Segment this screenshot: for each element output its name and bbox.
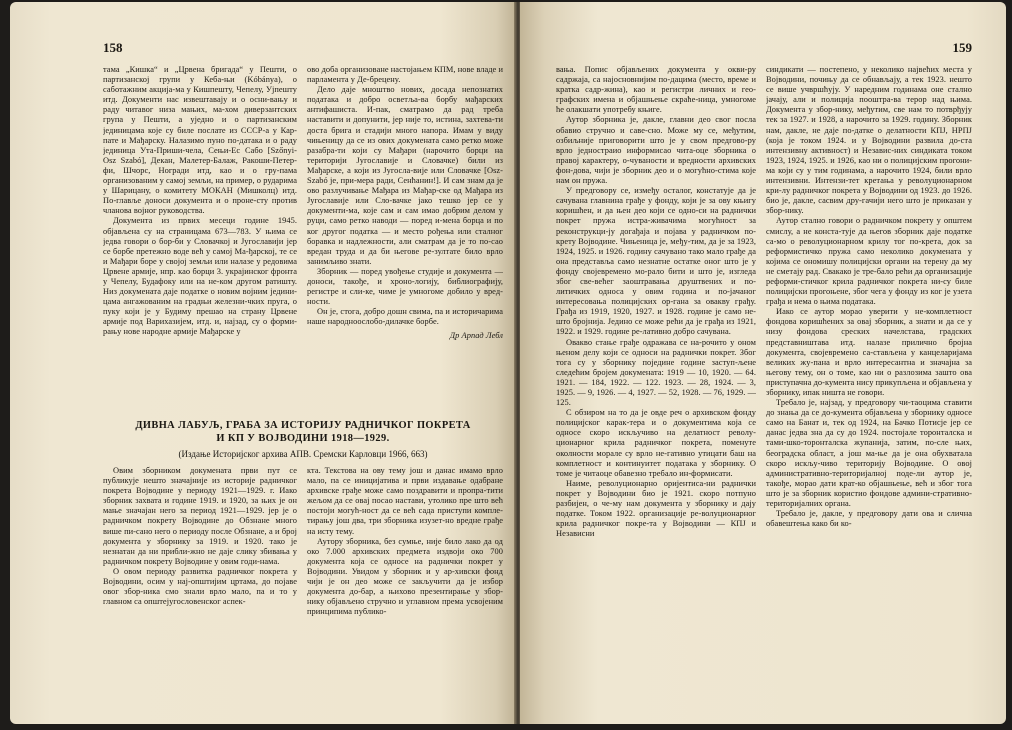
paragraph: Требало је, најзад, у предговору чи-таоцима ставити до знања да се до-кумента објављена у зборнику односе само на Банат и, тек од 1924, на Бачко Потисје јер се данас једва зна да су до 1924. постојале торонталска и тами-шко-торонталска жупанија, затим, по-сле њих, београдска област, а још ма-ње да је она обухватала скоро искљу-чиво територију Војводине. О овој административно-територијалној поде-ли аутор је, такође, морао дати крат-ко објашњење, већ и због тога што је за зборник користио фондове админи-стративно-територијалних органа. — [766, 398, 972, 509]
page-number-left: 158 — [103, 40, 123, 55]
paragraph: Наиме, револуционарно оријентиса-ни раднички покрет у Војводини био је 1921. скоро потпуно разбијен, о че-му нам документа у зборнику и дају податке. Током 1922. организације ре-волуционарног крила радничког покре-та у Војводини — КПЈ и Независни — [556, 478, 756, 539]
page-number-right: 159 — [952, 40, 972, 55]
paragraph: тама „Кишка“ и „Црвена бригада“ у Пешти, о партизанској групи у Кеба-њи (Kóbánya), о саботажним акција-ма у Кишпешту, Чепелу, Ујпешту итд. Документи нас извештавају и о осни-вању и раду читавог низа мањих, ма-хом диверзантских група у Пешти, а уједно и о партизанским јединицама које су биле послате из СССР-а у Кар-пате и Мађарску. Налазимо пуно по-датака и о раду јединица Ута-Приши-чела, Сењи-Ес Сабо [Szőnyi-Osz Szabó], Декан, Малетер-Балаж, Ракоши-Петер-фи, Шчорс, Ногради итд, као и о гру-пама организованим у самој земљи, на пример, о рударима у Шарицану, о комитету МОКАН (Мишколц) итд. По-главље доноси документа и о проне-сту против чланова војног руководства. — [103, 65, 297, 216]
left-column-2 — [307, 65, 503, 410]
paragraph: У предговору се, између осталог, констатује да је сачувана главнина грађе у фонду, који је за ову књигу коришћен, и да њен део који се одно-си на раднички покрет пружа истра-живачима могућност за реконструкци-ју догађаја и појава у радничком по-крету Војводине. Чињеница је, међу-тим, да је за 1923, 1924, 1925. и 1926. годину сачувано тако мало грађе да она представља само незнатне остатке оног што је у фонду својевремено мо-рало бити и што је, изгледа због све-већег заоштравања друштвених и по-литичких односа у овим година и по-јачаног интересовања полицијских ор-гана за овакву грађу. Грађа из 1919, 1920, 1927. и 1928. године је само не-што бројнија. Једино се може рећи да је грађа из 1921, 1922. и 1929. године ре-лативно добро сачувана. — [556, 186, 756, 337]
paragraph: Аутор стално говори о радничком покрету у општем смислу, а не конста-тује да његов зборник даје податке са-мо о револуционарном крилу тог по-крета, док за реформистичко пружа само неколико докумената у којима се ономишу полицијски органи на терену да му не сметају рад. Свакако је тре-бало рећи да организације реформи-стичког крила радничког покрета ни-су биле полицијски прогоњене, због чега у фонду из ког је узета грађа и нема о њима података. — [766, 216, 972, 307]
paragraph: вања. Попис објављених документа у окви-ру садржаја, са најосновнијим по-дацима (место, време и кратка садр-жина), као и регистри личних и гео-графских имена и објашњење скраће-ница, умногоме ће олакшати употребу књиге. — [556, 65, 756, 115]
paragraph: Зборник — поред увођење студије и документа — доноси, такође, и хроно-логију, библиографију, регистре и сли-ке, чиме је умногоме добило у вред-ности. — [307, 266, 503, 307]
paragraph: Он је, стога, добро дошн свима, па и историчарима наше народноослобо-дилачке борбе. — [307, 307, 503, 327]
review-signature: Др Арпад Лебл — [449, 331, 503, 341]
paragraph: Овакво стање грађе одражава се на-рочито у оном њеном делу који се односи на раднички покрет. Због тога су у зборнику појединe године заступ-љене следећим бројем докумената: 1919 — 10, 1920. — 64. 1921. — 184, 1922. — 122. 1923. — 28, 1924. — 3, 1925. — 9, 1926. — 4, 1927. — 52, 1928. — 76, 1929. — 125. — [556, 337, 756, 408]
paragraph: Требало је, дакле, у предговору дати ова и слична обавештења како би ко- — [766, 509, 972, 529]
paragraph: Аутор зборника је, дакле, главни део свог посла обавио стручно и саве-сно. Може му се, међутим, озбиљније приговорити што је у свом предгово-ру врло једностраио информисао чита-оце зборника о правој карактеру, о-чуваности и вредности архивских фон-дова, чији је зборник део и о могућно-стима које нам он пружа. — [556, 115, 756, 186]
paragraph: Овим зборником докумената први пут се публикује нешто значајније из историје радничког покрета Војводине у периоду 1921—1929. г. Иако зборник захвата и године 1919. и 1920, за њих је он мање значајан него за период 1921—1929. јер је о радничком покрету Војводине до Обзнане много више пи-сано него о периоду после Обзнане, а и број документа у зборнику за 1919. и 1920. тако је незнатан да ни прибли-жно не даје слику збивања у радничком покрету Војводине у овим годи-нама. — [103, 466, 297, 566]
left-column-4 — [307, 466, 503, 688]
left-column-3 — [103, 466, 297, 688]
paragraph: ово доба организоване настојањем КПМ, нове владе и парламента у Де-брецену. — [307, 65, 503, 85]
paragraph: Аутору зборника, без сумње, није било лако да од око 7.000 архивских предмета издвоји око 700 документа која се односе на раднички покрет у Војводини. Увидом у зборник и у ар-хивски фонд чији је он део може се закључити да је избор документа до-бар, а њихово презентирање у збор-нику објављено стручно и углавном према усвојеним принципима публико- — [307, 536, 503, 617]
paragraph: синдикати — постепено, у неколико највећих места у Војводини, почињу да се обнављају, а тек 1923. нешто се више учвршћују. У наредним годинама оне стално јачају, али и полиција пооштра-ва терор над њима. Документа у збор-нику, међутим, све нам то потврђују тек за 1927. и 1928, а нарочито за 1929. годину. Зборник нам, дакле, не даје по-датке о делатности КПЈ, НРПЈ (која је током 1924. и у Војводини развила до-ста интензивну активност) и Независ-них синдиката током 1923, 1924, 1925. и 1926, као ни о полицијским прогони-ма који су у тим годинама, а нарочито 1924, били врло интензивни. Интензи-тет кретања у револуционарном кри-лу радничког покрета у Војводини од 1923. до 1926. био је, дакле, сасвим дру-гачији него што је приказан у збор-нику. — [766, 65, 972, 216]
right-page — [520, 2, 1006, 724]
title-line-1: ДИВНА ЛАБУЉ, ГРАБА ЗА ИСТОРИЈУ РАДНИЧКОГ ПОКРЕТА — [135, 420, 471, 431]
right-column-2 — [766, 65, 972, 687]
review-title — [103, 419, 503, 445]
paragraph: Документа из првих месеци године 1945. објављена су на страницама 673—783. У њима се једва говори о бор-би у Словачкој и Југославији јер се борбе претежно воде већ у самој Ма-ђарској, те се и Мађари боре у својој земљи или налазе у редовима Црвене армије, нпр. као борци 3. украјинског фронта у Чепелу, Будафоку или на не-ком другом ратишту. Низ докумената даје податке о новим војним једини-цама ангажованим на градњи железни-чких пруга, о пуку који је у Будиму прешао на страну Црвене армије под Варихазијем, итд. и, најзад, су о форми-рању нове народне армије Мађарске у — [103, 216, 297, 337]
paragraph: С обзиром на то да је овде реч о архивском фонду полицијског карак-тера и о документима која се односе скоро искључиво на делатност револу-ционарног крила радничког покрета, поменуте околности морале су врло не-гативно утицати баш на комплетност и континуитет података у зборнику. О томе је читаоце обавезно требало ин-формисати. — [556, 408, 756, 478]
left-page — [10, 2, 516, 724]
paragraph: Иако се аутор морао уверити у не-комплетност фондова коришћених за овај зборник, а знати и да се у низу фондова среских начелстава, градских представништава итд. налазе прилично бројна документа, својевремено са-стављена у канцеларијама великих жу-пана и врло интересантна и значајна за његову тему, он о томе, као ни о разлозима зашто ова приступачна до-кумента нису прикупљена и објављена у зборнику, ипак ништа не говори. — [766, 307, 972, 397]
paragraph: О овом периоду развитка радничког покрета у Војводини, осим у нај-општијим цртама, до појаве овог збор-ника смо знали врло мало, па и то у главном са општејугословенског аспек- — [103, 566, 297, 607]
title-line-2: И КП У ВОЈВОДИНИ 1918—1929. — [216, 433, 390, 444]
right-column-1 — [556, 65, 756, 687]
paragraph: кта. Текстова на ову тему још и данас имамо врло мало, па се иницијатива и први издавање одабране архивске грађе може само поздравити и пропра-тити жељом да се овај посао настави, утолико пре што већ постоји могућ-ност да се већ сада приступи компле-тирању још два, три зборника изузет-но вредне грађе на исту тему. — [307, 466, 503, 536]
review-publication-info: (Издање Историјског архива АПВ. Сремски Карловци 1966, 663) — [178, 449, 428, 459]
paragraph: Дело даје мноштво нових, досада непознатих података и добро осветља-ва борбу мађарских антифашиста. И-пак, сматрамо да рад треба наставити и допунити, јер није то, истина, захтева-ти доста брига и стадији много напора. Имам у виду чињеницу да се из ових докумената само ретко може разабра-ти који су Мађари (нарочито борци на територији Југославије и Словачке) били из Мађарске, а који из Југосла-вије или Словачке [Osz-Szabó је, при-мера ради, Сенћанин!]. И сам знам да је ово разлучивање Мађара из Мађар-ске од Мађара из Југославије или Сло-вачке јако тешко јер се у документи-ма, које сам и сам имао добрим делом у руци, само ретко наводи — поред и-мена борца и по ког другог податка — и место рођења или сталног боравка и надлежности, али сматрам да је то по-сао вредан труда и да би његове ре-зултате било врло занимљиво знати. — [307, 85, 503, 266]
left-column-1 — [103, 65, 297, 407]
book-spread — [2, 2, 1010, 728]
